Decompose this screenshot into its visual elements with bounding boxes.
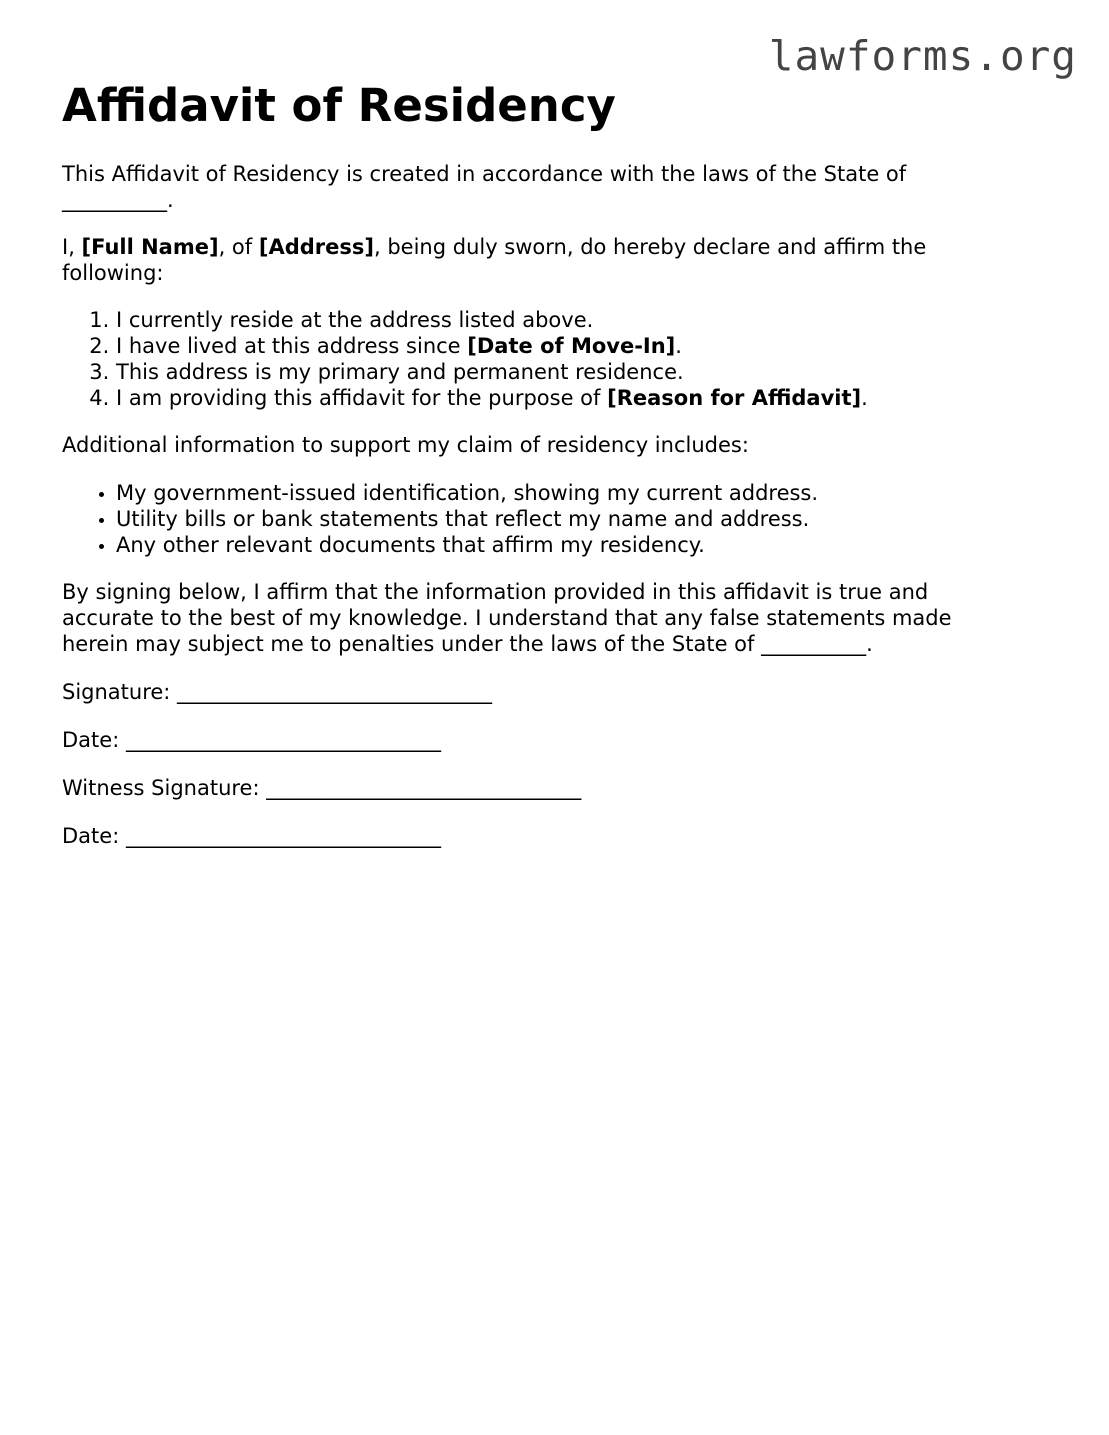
lawforms-watermark: lawforms.org [768,32,1077,80]
date-line: Date: ______________________________ [62,728,441,752]
statement-suffix: . [675,334,682,358]
statement-text: This address is my primary and permanent residence. [116,360,684,384]
state-blank: __________. [62,188,174,212]
intro-paragraph [62,161,1022,213]
statement-item [116,307,1022,333]
statement-item [116,333,1022,359]
supporting-docs-list [62,480,1022,558]
signature-line: Signature: ______________________________ [62,680,493,704]
reason-placeholder: [Reason for Affidavit] [607,386,862,410]
declaration-mid: , of [218,235,259,259]
move-in-date-placeholder: [Date of Move-In] [467,334,676,358]
witness-signature-line: Witness Signature: ______________________________ [62,776,582,800]
statement-item [116,385,1022,411]
supporting-doc-item: • Utility bills or bank statements that reflect my name and address. [116,506,1022,532]
statement-suffix: . [861,386,868,410]
declaration-suffix: , being duly sworn, do hereby declare and affirm the following: [62,235,927,285]
declaration-prefix: I, [62,235,82,259]
statement-item [116,359,1022,385]
additional-info-intro: Additional information to support my claim of residency includes: [62,433,749,457]
statement-prefix: I have lived at this address since [116,334,468,358]
supporting-doc-item: • Any other relevant documents that affirm my residency. [116,532,1022,558]
closing-paragraph: By signing below, I affirm that the information provided in this affidavit is true and accurate to the best of my knowledge. I understand that any false statements made herein may subject me to penalties under the laws of the State of __________. [62,580,952,656]
statement-prefix: I am providing this affidavit for the purpose of [116,386,608,410]
intro-text: This Affidavit of Residency is created in accordance with the laws of the State of [62,162,907,186]
document-title: Affidavit of Residency [62,79,616,132]
statement-text: I currently reside at the address listed above. [116,308,594,332]
address-placeholder: [Address] [258,235,374,259]
supporting-doc-item: • My government-issued identification, showing my current address. [116,480,1022,506]
full-name-placeholder: [Full Name] [81,235,219,259]
affidavit-document [62,80,1022,849]
declaration-paragraph [62,234,1022,286]
statements-list [62,307,1022,411]
witness-date-line: Date: ______________________________ [62,824,441,848]
